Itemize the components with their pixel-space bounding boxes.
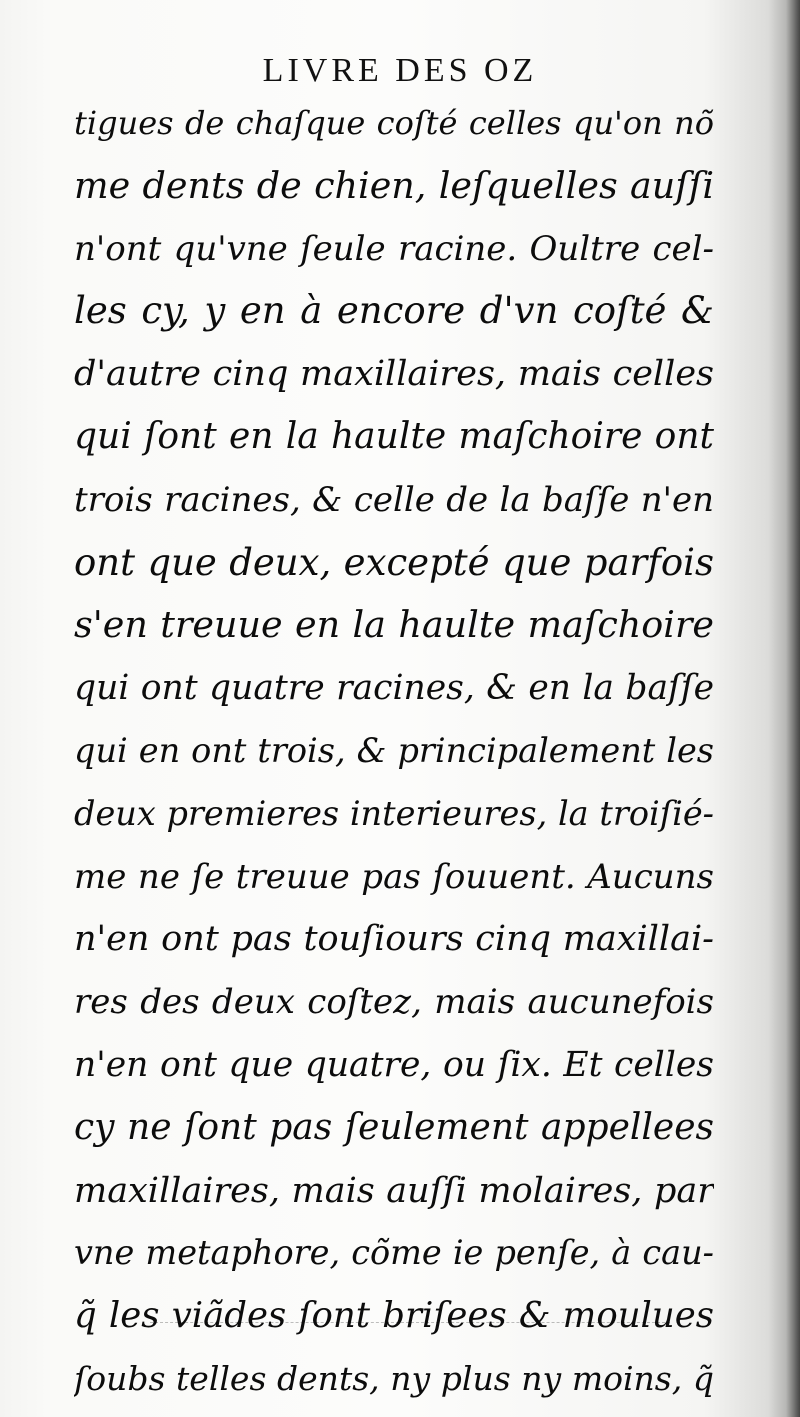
text-line: tigues de chaſque coſté celles qu'on nõ: [74, 104, 714, 142]
text-line: n'en ont pas touſiours cinq maxillai-: [74, 919, 714, 960]
text-line: res des deux coſtez, mais aucunefois: [74, 982, 714, 1023]
text-line: ſoubs telles dents, ny plus ny moins, q̃: [74, 1358, 714, 1398]
page-bottom-rule: [150, 1322, 670, 1323]
text-line: me ne ſe treuue pas ſouuent. Aucuns: [74, 856, 714, 897]
text-line: qui ſont en la haulte maſchoire ont: [74, 415, 714, 457]
text-line: d'autre cinq maxillaires, mais celles: [74, 354, 714, 395]
text-line: n'ont qu'vne ſeule racine. Oultre cel-: [74, 228, 714, 269]
text-line: qui en ont trois, & principalement les: [74, 730, 714, 770]
page-gutter-shadow: [786, 0, 800, 1417]
text-line: n'en ont que quatre, ou ſix. Et celles: [74, 1044, 714, 1085]
text-line: s'en treuue en la haulte maſchoire: [74, 603, 714, 647]
text-line: vne metaphore, cõme ie penſe, à cau-: [74, 1233, 714, 1273]
text-line: les cy, y en à encore d'vn coſté &: [74, 289, 714, 333]
text-line: trois racines, & celle de la baſſe n'en: [74, 479, 714, 520]
text-line: q̃ les viãdes ſont briſees & moulues: [74, 1295, 714, 1337]
text-line: deux premieres interieures, la troiſié-: [74, 793, 714, 833]
text-line: me dents de chien, leſquelles auſſi: [74, 163, 714, 207]
page-body-text: [74, 92, 714, 1411]
text-line: cy ne ſont pas ſeulement appellees: [74, 1106, 714, 1148]
text-line: qui ont quatre racines, & en la baſſe: [74, 668, 714, 709]
text-line: maxillaires, mais auſſi molaires, par: [74, 1170, 714, 1211]
text-line: ont que deux, excepté que parfois: [74, 540, 714, 584]
running-title: LIVRE DES OZ: [262, 52, 538, 89]
